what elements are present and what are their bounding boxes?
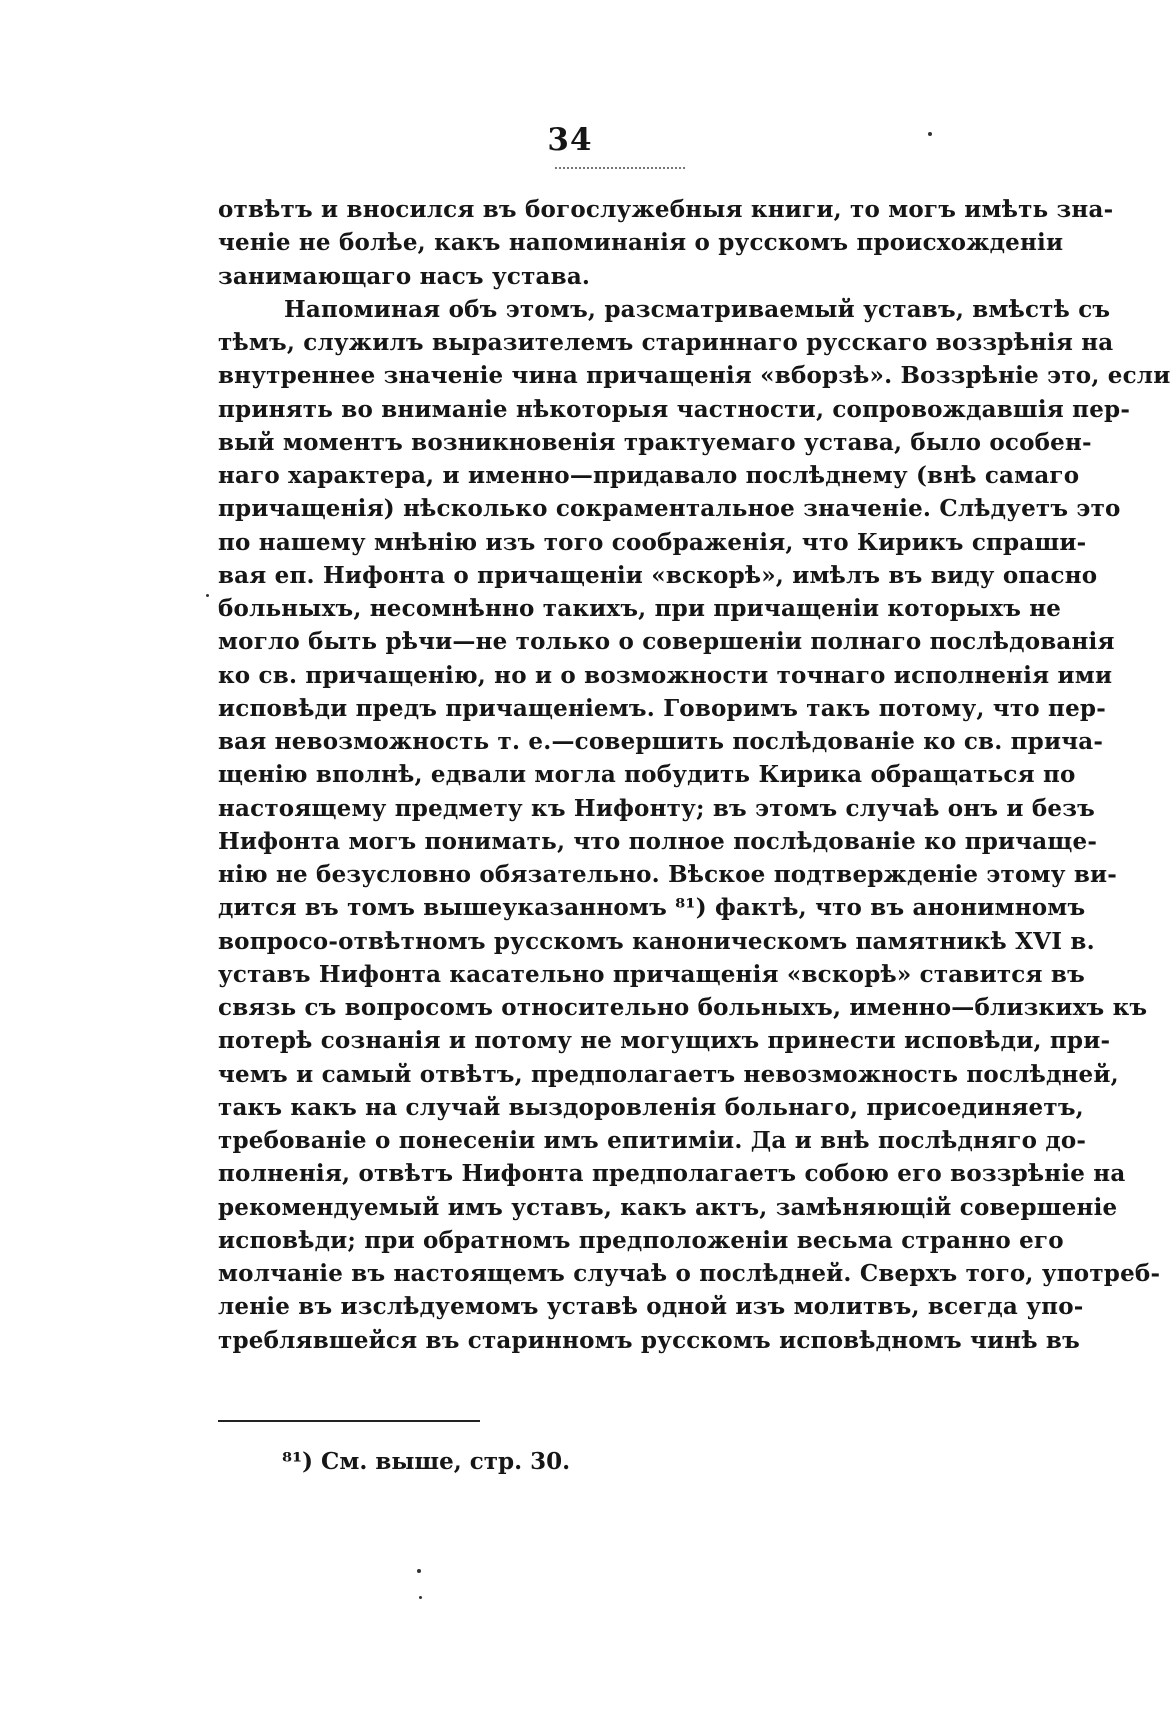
text-line: наго характера, и именно—придавало послѣднему (внѣ самаго [218,462,1080,489]
text-line: принять во вниманіе нѣкоторыя частности, сопровождавшія пер- [218,395,1131,423]
text-line: внутреннее значеніе чина причащенія «вборзѣ». Воззрѣніе это, если [218,362,1170,390]
text-line: треблявшейся въ старинномъ русскомъ исповѣдномъ чинѣ въ [218,1326,1080,1354]
text-line: потерѣ сознанія и потому не могущихъ принести исповѣди, при- [218,1027,1111,1055]
text-line: уставъ Нифонта касательно причащенія «вскорѣ» ставится въ [218,960,1085,988]
page-number: 34 [547,122,593,158]
scan-speck [419,1596,422,1599]
text-line: молчаніе въ настоящемъ случаѣ о послѣдней. Сверхъ того, употреб- [218,1260,1161,1287]
scan-speck [417,1569,421,1573]
text-line: вопросо-отвѣтномъ русскомъ каноническомъ памятникѣ XVI в. [218,927,1095,955]
scan-speck [928,132,932,136]
text-line: полненія, отвѣтъ Нифонта предполагаетъ собою его воззрѣніе на [218,1160,1126,1188]
text-line: вый моментъ возникновенія трактуемаго устава, было особен- [218,428,1092,456]
text-line: отвѣтъ и вносился въ богослужебныя книги, то могъ имѣть зна- [218,196,1114,223]
text-line: связь съ вопросомъ относительно больныхъ, именно—близкихъ къ [218,994,1148,1021]
text-line: рекомендуемый имъ уставъ, какъ актъ, замѣняющій совершеніе [218,1193,1118,1221]
text-line: по нашему мнѣнію изъ того соображенія, что Кирикъ спраши- [218,528,1087,556]
text-line: ко св. причащенію, но и о возможности точнаго исполненія ими [218,661,1113,689]
text-line: щенію вполнѣ, едвали могла побудить Кирика обращаться по [218,761,1076,789]
footnote-divider [218,1420,480,1422]
text-line: чемъ и самый отвѣтъ, предполагаетъ невозможность послѣдней, [218,1060,1119,1088]
footnote-text: См. выше, стр. 30. [321,1448,571,1475]
header-rule [555,167,685,173]
text-line: могло быть рѣчи—не только о совершеніи полнаго послѣдованія [218,628,1115,656]
text-line: требованіе о понесеніи имъ епитиміи. Да и внѣ послѣдняго до- [218,1127,1087,1154]
text-line: исповѣди; при обратномъ предположеніи весьма странно его [218,1226,1064,1254]
text-line: настоящему предмету къ Нифонту; въ этомъ случаѣ онъ и безъ [218,794,1095,822]
text-line: тѣмъ, служилъ выразителемъ стариннаго русскаго воззрѣнія на [218,329,1114,356]
text-line: леніе въ изслѣдуемомъ уставѣ одной изъ молитвъ, всегда упо- [218,1293,1084,1321]
text-line: нію не безусловно обязательно. Вѣское подтвержденіе этому ви- [218,861,1118,888]
scan-speck [206,594,209,597]
text-line: дится въ томъ вышеуказанномъ ⁸¹) фактѣ, что въ анонимномъ [218,894,1086,922]
footnote-marker: ⁸¹) [282,1448,314,1475]
text-line: больныхъ, несомнѣнно такихъ, при причащеніи которыхъ не [218,595,1062,622]
text-line: занимающаго насъ устава. [218,262,591,290]
text-line: исповѣди предъ причащеніемъ. Говоримъ такъ потому, что пер- [218,694,1106,722]
body-text [218,193,1170,1357]
text-line: Нифонта могъ понимать, что полное послѣдованіе ко причаще- [218,827,1098,855]
text-line: Напоминая объ этомъ, разсматриваемый уставъ, вмѣстѣ съ [284,295,1111,323]
text-line: вая невозможность т. е.—совершить послѣдованіе ко св. прича- [218,728,1104,755]
text-line: вая еп. Нифонта о причащеніи «вскорѣ», имѣлъ въ виду опасно [218,561,1098,589]
text-line: такъ какъ на случай выздоровленія больнаго, присоединяетъ, [218,1093,1084,1121]
footnote [282,1448,570,1475]
text-line: причащенія) нѣсколько сокраментальное значеніе. Слѣдуетъ это [218,495,1121,523]
text-line: ченіе не болѣе, какъ напоминанія о русскомъ происхожденіи [218,229,1064,257]
